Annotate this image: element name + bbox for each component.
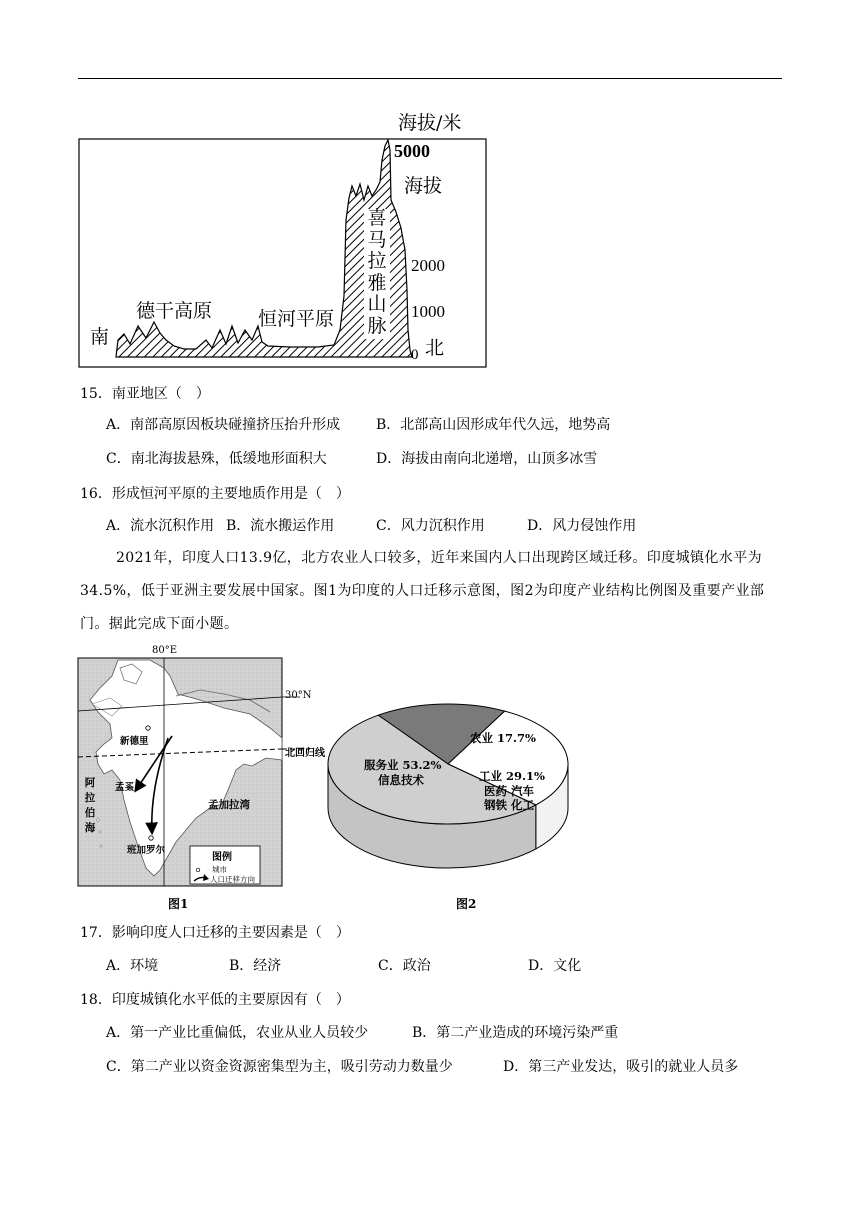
mumbai-label: 孟买 — [115, 782, 135, 793]
bangalore-label: 班加罗尔 — [127, 845, 166, 856]
lat-30n-label: 30°N — [285, 690, 312, 701]
tick-label-0: 0 — [411, 347, 419, 363]
question-16: 16．形成恒河平原的主要地质作用是（ ） — [80, 486, 350, 502]
legend-migration-label: 人口迁移方向 — [210, 875, 255, 884]
arabian-sea-char: 拉 — [84, 792, 96, 804]
tick-label-5000: 5000 — [394, 141, 430, 161]
question-17-option-a[interactable]: A．环境 — [106, 958, 159, 974]
question-18: 18．印度城镇化水平低的主要原因有（ ） — [80, 992, 350, 1008]
question-16-option-c[interactable]: C．风力沉积作用 — [376, 518, 485, 534]
question-16-option-b[interactable]: B．流水搬运作用 — [226, 518, 335, 534]
question-18-option-b[interactable]: B．第二产业造成的环境污染严重 — [412, 1025, 619, 1041]
question-15: 15．南亚地区（ ） — [80, 386, 210, 402]
elevation-side-label: 海拔 — [404, 175, 443, 197]
question-17-option-c[interactable]: C．政治 — [378, 958, 431, 974]
himalaya-char: 山 — [367, 293, 387, 315]
question-18-option-d[interactable]: D．第三产业发达，吸引的就业人员多 — [503, 1059, 739, 1075]
question-16-option-d[interactable]: D．风力侵蚀作用 — [527, 518, 637, 534]
tick-label-2000: 2000 — [411, 256, 445, 275]
ganges-plain-label: 恒河平原 — [258, 308, 335, 330]
pie-industry-sub1: 医药 汽车 — [484, 784, 535, 798]
tick-label-1000: 1000 — [411, 302, 445, 321]
question-17-option-b[interactable]: B．经济 — [229, 958, 282, 974]
question-18-option-c[interactable]: C．第二产业以资金资源密集型为主，吸引劳动力数量少 — [106, 1059, 453, 1075]
question-17: 17．影响印度人口迁移的主要因素是（ ） — [80, 925, 350, 941]
arabian-sea-char: 阿 — [84, 777, 96, 789]
pie-industry-sub2: 钢铁 化工 — [484, 798, 535, 812]
tropic-label: 北回归线 — [285, 748, 325, 759]
north-label: 北 — [425, 337, 445, 359]
question-17-option-d[interactable]: D．文化 — [528, 958, 582, 974]
himalaya-char: 脉 — [367, 314, 387, 337]
himalaya-char: 喜 — [367, 207, 387, 229]
south-label: 南 — [90, 326, 110, 348]
arabian-sea-char: 海 — [84, 822, 96, 834]
question-15-option-b[interactable]: B．北部高山因形成年代久远，地势高 — [376, 417, 611, 433]
lon-80e-label: 80°E — [152, 645, 178, 656]
delhi-label: 新德里 — [120, 736, 149, 747]
bay-of-bengal-label: 孟加拉湾 — [208, 799, 250, 811]
arabian-sea-char: 伯 — [84, 807, 96, 819]
deccan-plateau-label: 德干高原 — [136, 300, 213, 322]
reading-passage: 2021年，印度人口13.9亿，北方农业人口较多，近年来国内人口出现跨区域迁移。印度城镇化水平为34.5%，低于亚洲主要发展中国家。图1为印度的人口迁移示意图，图2为印度产业结构比例图及重要产业部门。据此完成下面小题。 — [80, 550, 765, 632]
question-15-option-d[interactable]: D．海拔由南向北递增，山顶多冰雪 — [376, 451, 598, 467]
figure-2-caption: 图2 — [456, 897, 477, 911]
himalaya-char: 雅 — [367, 271, 387, 294]
pie-industry-label: 工业 29.1% — [479, 769, 545, 783]
pie-service-label: 服务业 53.2% — [364, 758, 442, 772]
legend-title: 图例 — [212, 852, 232, 863]
pie-service-sub: 信息技术 — [378, 773, 424, 787]
elevation-axis-title: 海拔/米 — [398, 112, 462, 134]
question-15-option-c[interactable]: C．南北海拔悬殊，低缓地形面积大 — [106, 451, 327, 467]
question-18-option-a[interactable]: A．第一产业比重偏低，农业从业人员较少 — [106, 1025, 369, 1041]
himalaya-char: 马 — [367, 228, 387, 251]
question-15-option-a[interactable]: A．南部高原因板块碰撞挤压抬升形成 — [106, 417, 341, 433]
legend-city-label: 城市 — [212, 865, 227, 874]
question-16-option-a[interactable]: A．流水沉积作用 — [106, 518, 215, 534]
himalaya-char: 拉 — [367, 250, 387, 272]
figure-1-caption: 图1 — [168, 897, 189, 911]
pie-agri-label: 农业 17.7% — [470, 731, 536, 745]
